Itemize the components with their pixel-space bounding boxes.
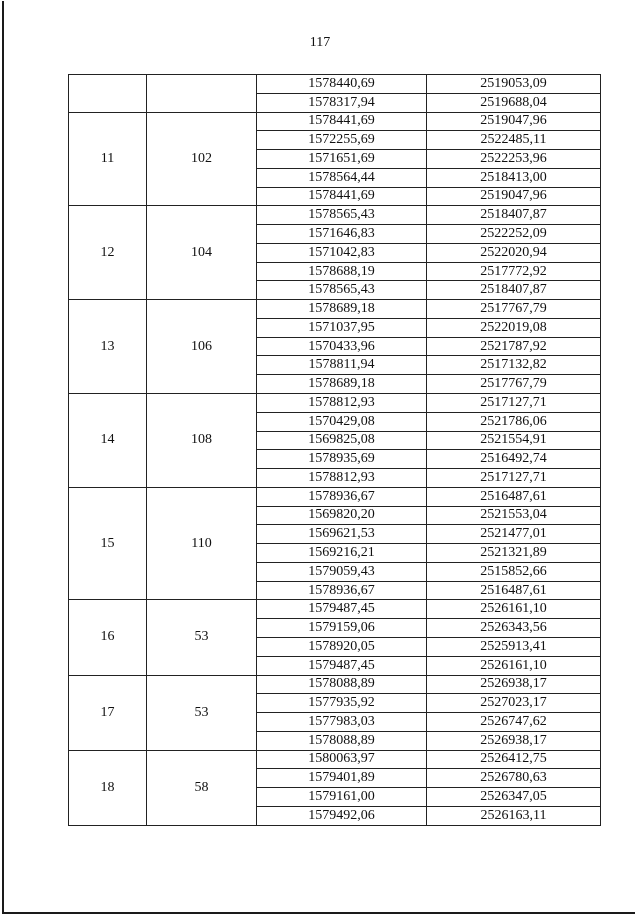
coordinates-table xyxy=(68,74,601,826)
x-coordinate-cell: 1578936,67 xyxy=(257,487,427,506)
y-coordinate-cell: 2516487,61 xyxy=(427,487,601,506)
y-coordinate-cell: 2521787,92 xyxy=(427,337,601,356)
x-coordinate-cell: 1571651,69 xyxy=(257,150,427,169)
x-coordinate-cell: 1578441,69 xyxy=(257,187,427,206)
y-coordinate-cell: 2519047,96 xyxy=(427,187,601,206)
group-code-cell: 108 xyxy=(147,394,257,488)
x-coordinate-cell: 1570433,96 xyxy=(257,337,427,356)
x-coordinate-cell: 1577983,03 xyxy=(257,713,427,732)
y-coordinate-cell: 2527023,17 xyxy=(427,694,601,713)
x-coordinate-cell: 1578935,69 xyxy=(257,450,427,469)
y-coordinate-cell: 2525913,41 xyxy=(427,637,601,656)
x-coordinate-cell: 1578564,44 xyxy=(257,168,427,187)
table-row xyxy=(69,394,601,413)
coordinates-table-body xyxy=(69,75,601,826)
y-coordinate-cell: 2526412,75 xyxy=(427,750,601,769)
group-code-cell: 102 xyxy=(147,112,257,206)
x-coordinate-cell: 1579487,45 xyxy=(257,600,427,619)
x-coordinate-cell: 1578920,05 xyxy=(257,637,427,656)
y-coordinate-cell: 2519047,96 xyxy=(427,112,601,131)
x-coordinate-cell: 1577935,92 xyxy=(257,694,427,713)
y-coordinate-cell: 2521553,04 xyxy=(427,506,601,525)
y-coordinate-cell: 2522485,11 xyxy=(427,131,601,150)
y-coordinate-cell: 2526161,10 xyxy=(427,656,601,675)
x-coordinate-cell: 1579159,06 xyxy=(257,619,427,638)
table-row xyxy=(69,675,601,694)
y-coordinate-cell: 2521477,01 xyxy=(427,525,601,544)
x-coordinate-cell: 1579492,06 xyxy=(257,806,427,825)
group-number-cell xyxy=(69,75,147,113)
x-coordinate-cell: 1571037,95 xyxy=(257,318,427,337)
y-coordinate-cell: 2526747,62 xyxy=(427,713,601,732)
y-coordinate-cell: 2522019,08 xyxy=(427,318,601,337)
group-number-cell: 18 xyxy=(69,750,147,825)
group-number-cell: 17 xyxy=(69,675,147,750)
group-number-cell: 16 xyxy=(69,600,147,675)
y-coordinate-cell: 2522253,96 xyxy=(427,150,601,169)
page-number: 117 xyxy=(309,35,331,50)
x-coordinate-cell: 1579161,00 xyxy=(257,788,427,807)
y-coordinate-cell: 2517767,79 xyxy=(427,300,601,319)
y-coordinate-cell: 2526161,10 xyxy=(427,600,601,619)
x-coordinate-cell: 1572255,69 xyxy=(257,131,427,150)
y-coordinate-cell: 2521321,89 xyxy=(427,544,601,563)
group-code-cell: 106 xyxy=(147,300,257,394)
table-row xyxy=(69,487,601,506)
x-coordinate-cell: 1569820,20 xyxy=(257,506,427,525)
y-coordinate-cell: 2521554,91 xyxy=(427,431,601,450)
y-coordinate-cell: 2519053,09 xyxy=(427,75,601,94)
y-coordinate-cell: 2526780,63 xyxy=(427,769,601,788)
group-code-cell: 53 xyxy=(147,675,257,750)
x-coordinate-cell: 1578688,19 xyxy=(257,262,427,281)
y-coordinate-cell: 2526938,17 xyxy=(427,675,601,694)
x-coordinate-cell: 1578317,94 xyxy=(257,93,427,112)
x-coordinate-cell: 1569621,53 xyxy=(257,525,427,544)
group-number-cell: 14 xyxy=(69,394,147,488)
y-coordinate-cell: 2522252,09 xyxy=(427,225,601,244)
group-code-cell: 110 xyxy=(147,487,257,600)
x-coordinate-cell: 1578088,89 xyxy=(257,731,427,750)
group-number-cell: 15 xyxy=(69,487,147,600)
y-coordinate-cell: 2517767,79 xyxy=(427,375,601,394)
y-coordinate-cell: 2517132,82 xyxy=(427,356,601,375)
x-coordinate-cell: 1578689,18 xyxy=(257,375,427,394)
x-coordinate-cell: 1578565,43 xyxy=(257,281,427,300)
group-number-cell: 13 xyxy=(69,300,147,394)
table-row xyxy=(69,750,601,769)
y-coordinate-cell: 2519688,04 xyxy=(427,93,601,112)
y-coordinate-cell: 2522020,94 xyxy=(427,243,601,262)
y-coordinate-cell: 2516487,61 xyxy=(427,581,601,600)
x-coordinate-cell: 1578811,94 xyxy=(257,356,427,375)
x-coordinate-cell: 1579059,43 xyxy=(257,562,427,581)
x-coordinate-cell: 1571646,83 xyxy=(257,225,427,244)
x-coordinate-cell: 1578440,69 xyxy=(257,75,427,94)
x-coordinate-cell: 1569825,08 xyxy=(257,431,427,450)
x-coordinate-cell: 1579401,89 xyxy=(257,769,427,788)
group-code-cell xyxy=(147,75,257,113)
x-coordinate-cell: 1578812,93 xyxy=(257,394,427,413)
group-code-cell: 58 xyxy=(147,750,257,825)
group-code-cell: 53 xyxy=(147,600,257,675)
y-coordinate-cell: 2518407,87 xyxy=(427,206,601,225)
y-coordinate-cell: 2521786,06 xyxy=(427,412,601,431)
y-coordinate-cell: 2515852,66 xyxy=(427,562,601,581)
y-coordinate-cell: 2526347,05 xyxy=(427,788,601,807)
y-coordinate-cell: 2516492,74 xyxy=(427,450,601,469)
x-coordinate-cell: 1579487,45 xyxy=(257,656,427,675)
x-coordinate-cell: 1578565,43 xyxy=(257,206,427,225)
y-coordinate-cell: 2526938,17 xyxy=(427,731,601,750)
group-number-cell: 12 xyxy=(69,206,147,300)
table-row xyxy=(69,75,601,94)
y-coordinate-cell: 2526163,11 xyxy=(427,806,601,825)
x-coordinate-cell: 1571042,83 xyxy=(257,243,427,262)
y-coordinate-cell: 2518407,87 xyxy=(427,281,601,300)
group-number-cell: 11 xyxy=(69,112,147,206)
x-coordinate-cell: 1578936,67 xyxy=(257,581,427,600)
x-coordinate-cell: 1569216,21 xyxy=(257,544,427,563)
y-coordinate-cell: 2517127,71 xyxy=(427,394,601,413)
table-row xyxy=(69,600,601,619)
x-coordinate-cell: 1578812,93 xyxy=(257,469,427,488)
table-row xyxy=(69,206,601,225)
x-coordinate-cell: 1578441,69 xyxy=(257,112,427,131)
y-coordinate-cell: 2517772,92 xyxy=(427,262,601,281)
y-coordinate-cell: 2526343,56 xyxy=(427,619,601,638)
x-coordinate-cell: 1578689,18 xyxy=(257,300,427,319)
group-code-cell: 104 xyxy=(147,206,257,300)
table-row xyxy=(69,300,601,319)
x-coordinate-cell: 1580063,97 xyxy=(257,750,427,769)
x-coordinate-cell: 1570429,08 xyxy=(257,412,427,431)
y-coordinate-cell: 2517127,71 xyxy=(427,469,601,488)
table-row xyxy=(69,112,601,131)
y-coordinate-cell: 2518413,00 xyxy=(427,168,601,187)
x-coordinate-cell: 1578088,89 xyxy=(257,675,427,694)
